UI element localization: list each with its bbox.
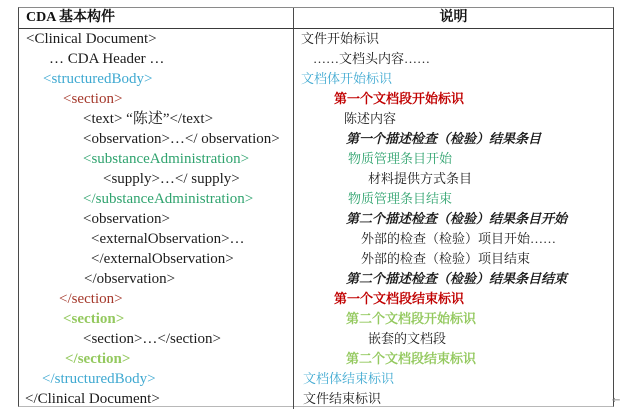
table-row xyxy=(19,309,613,329)
header-description-column: 说明 xyxy=(293,8,613,28)
component-cell: <supply>…</ supply> xyxy=(103,171,240,187)
table-row xyxy=(19,389,613,409)
description-cell: 文件开始标识 xyxy=(293,29,613,49)
cda-structure-table xyxy=(18,7,614,407)
table-row xyxy=(19,149,613,169)
description-cell: 文件结束标识 xyxy=(293,389,613,409)
header-component-column: CDA 基本构件 xyxy=(26,10,116,25)
description-cell: 材料提供方式条目 xyxy=(293,169,613,189)
component-cell: … CDA Header … xyxy=(49,51,165,67)
description-cell: 物质管理条目开始 xyxy=(293,149,613,169)
component-cell: <text> “陈述”</text> xyxy=(83,111,214,127)
description-cell: 文档体结束标识 xyxy=(293,369,613,389)
description-cell: 文档体开始标识 xyxy=(293,69,613,89)
table-row xyxy=(19,249,613,269)
table-row xyxy=(19,209,613,229)
component-cell: </substanceAdministration> xyxy=(83,191,254,207)
table-row xyxy=(19,269,613,289)
table-row xyxy=(19,69,613,89)
description-cell: 物质管理条目结束 xyxy=(293,189,613,209)
description-cell: 外部的检查（检验）项目结束 xyxy=(293,249,613,269)
description-cell: 第一个描述检查（检验）结果条目 xyxy=(293,129,613,149)
description-cell: 嵌套的文档段 xyxy=(293,329,613,349)
component-cell: <observation> xyxy=(83,211,170,227)
table-header-row xyxy=(19,8,613,29)
component-cell: <section> xyxy=(63,311,125,327)
description-cell: 第一个文档段结束标识 xyxy=(293,289,613,309)
table-row xyxy=(19,129,613,149)
component-cell: <structuredBody> xyxy=(43,71,153,87)
description-cell: 第二个描述检查（检验）结果条目开始 xyxy=(293,209,613,229)
component-cell: </observation> xyxy=(84,271,176,287)
table-row xyxy=(19,369,613,389)
table-row xyxy=(19,289,613,309)
description-cell: 第二个文档段结束标识 xyxy=(293,349,613,369)
component-cell: <substanceAdministration> xyxy=(83,151,250,167)
component-cell: <observation>…</ observation> xyxy=(83,131,280,147)
table-body xyxy=(19,29,613,409)
component-cell: <externalObservation>… xyxy=(91,231,245,247)
component-cell: </externalObservation> xyxy=(91,251,234,267)
table-row xyxy=(19,349,613,369)
component-cell: <Clinical Document> xyxy=(26,31,157,47)
table-row xyxy=(19,89,613,109)
component-cell: </section> xyxy=(65,351,131,367)
table-row xyxy=(19,329,613,349)
description-cell: 外部的检查（检验）项目开始…… xyxy=(293,229,613,249)
description-cell: 陈述内容 xyxy=(293,109,613,129)
table-row xyxy=(19,169,613,189)
table-row xyxy=(19,229,613,249)
table-row xyxy=(19,109,613,129)
description-cell: 第二个描述检查（检验）结果条目结束 xyxy=(293,269,613,289)
component-cell: </Clinical Document> xyxy=(25,391,160,407)
component-cell: </structuredBody> xyxy=(42,371,156,387)
table-row xyxy=(19,189,613,209)
description-cell: 第二个文档段开始标识 xyxy=(293,309,613,329)
line-end-mark-icon: ← xyxy=(612,395,621,406)
component-cell: </section> xyxy=(59,291,123,307)
component-cell: <section>…</section> xyxy=(83,331,221,347)
table-row xyxy=(19,49,613,69)
description-cell: 第一个文档段开始标识 xyxy=(293,89,613,109)
description-cell: ……文档头内容…… xyxy=(293,49,613,69)
table-row xyxy=(19,29,613,49)
component-cell: <section> xyxy=(63,91,123,107)
